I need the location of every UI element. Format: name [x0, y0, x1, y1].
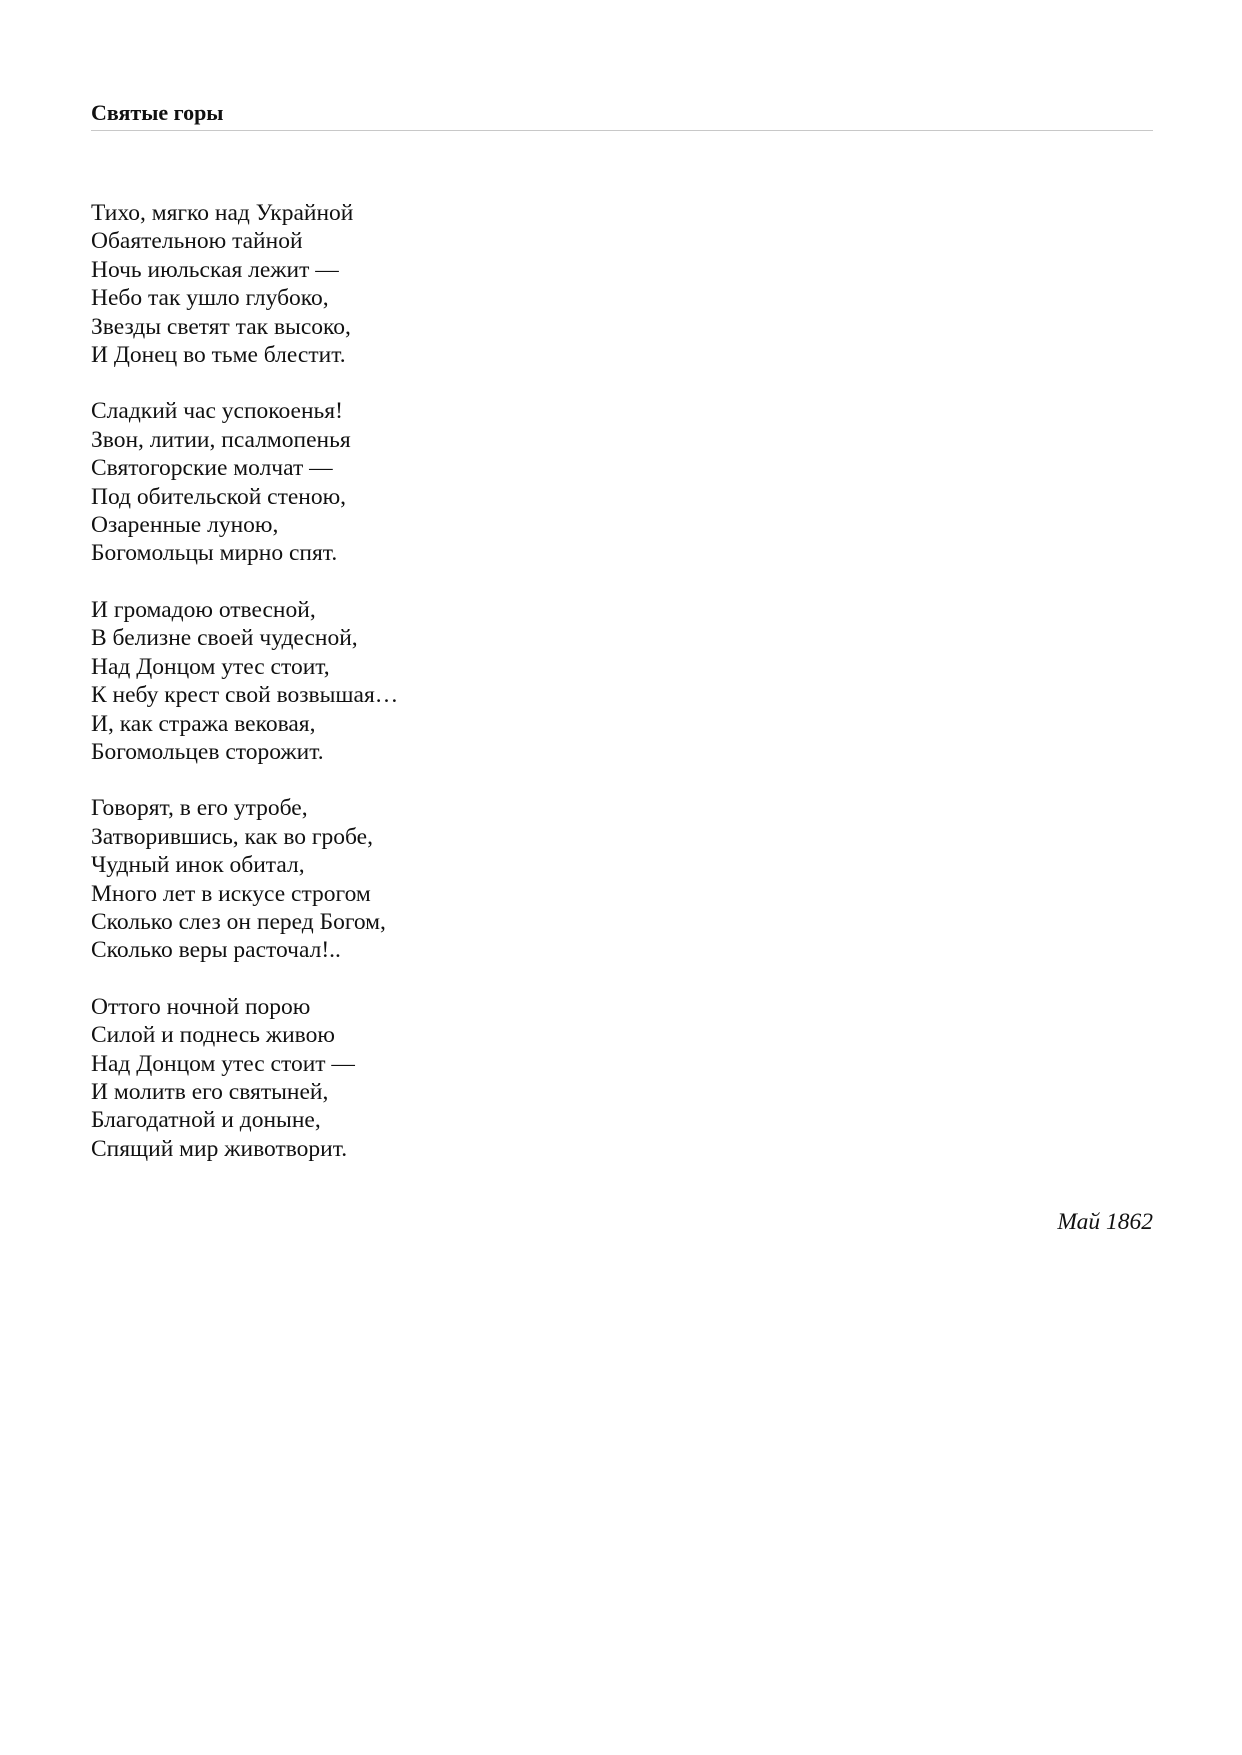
poem-line: Звон, литии, псалмопенья	[91, 426, 351, 453]
poem-line: Ночь июльская лежит —	[91, 256, 339, 283]
poem-line: Спящий мир животворит.	[91, 1135, 348, 1162]
poem-line: Оттого ночной порою	[91, 993, 311, 1020]
poem-line: В белизне своей чудесной,	[91, 625, 358, 652]
poem-line: Сладкий час успокоенья!	[91, 398, 343, 425]
poem-line: И молитв его святыней,	[91, 1078, 329, 1105]
poem-line: Чудный инок обитал,	[91, 852, 305, 879]
poem-line: Сколько веры расточал!..	[91, 937, 341, 964]
poem-line: Звезды светят так высоко,	[91, 313, 351, 340]
poem-line: Силой и поднесь живою	[91, 1022, 335, 1049]
poem-line: Под обительской стеною,	[91, 483, 347, 510]
poem-line: И громадою отвесной,	[91, 596, 316, 623]
poem-line: К небу крест свой возвышая…	[91, 682, 399, 709]
poem-line: Богомольцев сторожит.	[91, 738, 324, 765]
poem-line: Небо так ушло глубоко,	[91, 285, 329, 312]
poem-line: Над Донцом утес стоит,	[91, 653, 330, 680]
poem-line: Благодатной и доныне,	[91, 1107, 321, 1134]
poem-line: Затворившись, как во гробе,	[91, 823, 373, 850]
poem-body	[91, 199, 791, 1191]
poem-line: Обаятельною тайной	[91, 228, 303, 255]
stanza-1	[91, 199, 791, 369]
poem-title: Святые горы	[91, 100, 224, 125]
poem-line: Сколько слез он перед Богом,	[91, 908, 386, 935]
poem-line: Много лет в искусе строгом	[91, 880, 371, 907]
poem-line: Говорят, в его утробе,	[91, 795, 308, 822]
poem-line: И, как стража вековая,	[91, 710, 316, 737]
poem-line: И Донец во тьме блестит.	[91, 342, 346, 369]
document-header	[91, 98, 1153, 131]
stanza-4	[91, 794, 791, 964]
poem-line: Тихо, мягко над Украйной	[91, 200, 354, 226]
poem-date: Май 1862	[1057, 1209, 1153, 1235]
poem-line: Богомольцы мирно спят.	[91, 540, 338, 567]
poem-line: Над Донцом утес стоит —	[91, 1050, 355, 1077]
poem-line: Озаренные луною,	[91, 512, 279, 539]
stanza-5	[91, 993, 791, 1163]
poem-line: Святогорские молчат —	[91, 455, 333, 482]
title-divider	[91, 130, 1153, 131]
stanza-3	[91, 596, 791, 766]
stanza-2	[91, 397, 791, 567]
